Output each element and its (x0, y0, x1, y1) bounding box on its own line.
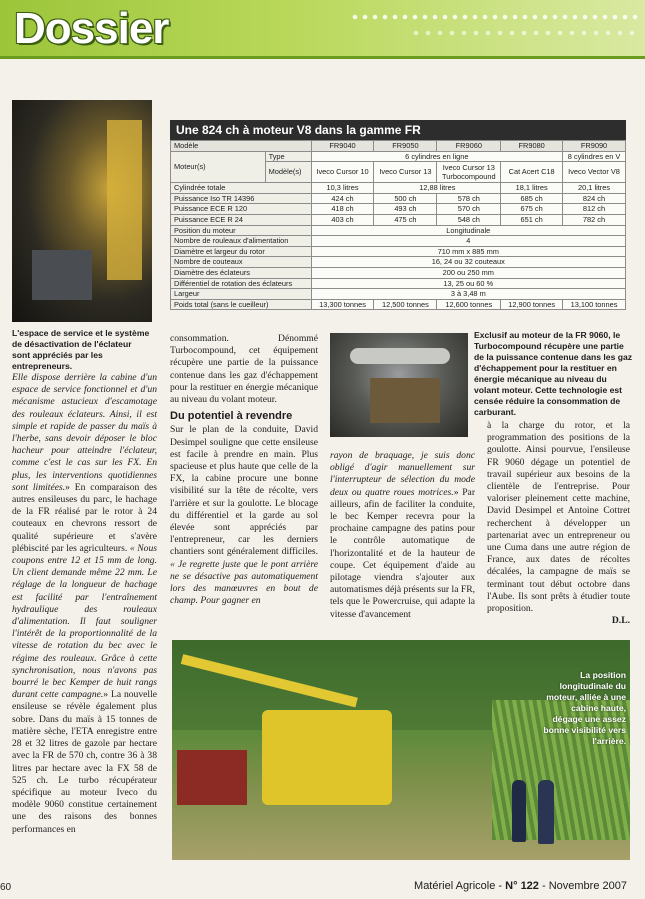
table-cell: 493 ch (374, 204, 437, 215)
table-cell: 570 ch (437, 204, 501, 215)
table-label: Nombre de rouleaux d'alimentation (171, 236, 312, 247)
issue-prefix: N° (505, 880, 518, 892)
article-column-1 (12, 372, 157, 836)
table-cell: 13, 25 ou 60 % (311, 278, 625, 289)
table-label: Nombre de couteaux (171, 257, 312, 268)
paragraph: consommation. Dénommé Turbocompound, cet équipement récupère une partie de la puissance contenue dans les gaz d'échappement pour la restituer en énergie mécanique au niveau du volant moteur. (170, 333, 318, 406)
table-cell: 812 ch (563, 204, 626, 215)
table-label: Moteur(s) (171, 151, 266, 183)
table-label: Type (265, 151, 311, 162)
table-cell: 782 ch (563, 214, 626, 225)
photo-caption-engine: Exclusif au moteur de la FR 9060, le Turbocompound récupère une partie de la puissance contenue dans les gaz d'échappement pour la restituer en énergie mécanique au niveau du volant moteur. Cette technologie est censée réduire la consommation de carburant. (474, 330, 633, 417)
table-cell: 651 ch (501, 214, 563, 225)
table-cell: 13,300 tonnes (311, 299, 374, 310)
paragraph-italic: Elle dispose derrière la cabine d'un espace de service fonctionnel et d'un mécanisme astucieux d'escamotage des rouleaux éclateurs. Ainsi, il est simple et rapide de passer du maïs à l'herbe, sans devoir déposer le bloc hacheur pour atteindre l'éclateur, comme c'est le cas sur les FX. En plus, les interventions quotidiennes sont limitées. (12, 372, 157, 493)
table-cell: 500 ch (374, 193, 437, 204)
photo-caption-field: La position longitudinale du moteur, alliée à une cabine haute, dégage une assez bonne visibilité vers l'arrière. (543, 670, 626, 746)
table-row-shared (171, 225, 626, 236)
table-cell: 16, 24 ou 32 couteaux (311, 257, 625, 268)
article-column-3 (330, 450, 475, 621)
table-cell: 548 ch (437, 214, 501, 225)
decorative-dots (410, 28, 640, 38)
paragraph-italic: « Je regrette juste que le pont arrière ne se désactive pas automatiquement lors des manœuvres en bout de champ. Pour gagner en (170, 558, 318, 607)
table-cell: 20,1 litres (563, 183, 626, 194)
table-cell: 12,500 tonnes (374, 299, 437, 310)
table-label: Diamètre et largeur du rotor (171, 246, 312, 257)
separator: - (498, 880, 503, 892)
table-cell: 10,3 litres (311, 183, 374, 194)
model-cell: FR9040 (311, 141, 374, 152)
table-cell: Iveco Vector V8 (563, 162, 626, 183)
table-cell: 200 ou 250 mm (311, 267, 625, 278)
table-label: Puissance ECE R 24 (171, 214, 312, 225)
table-cell: Iveco Cursor 10 (311, 162, 374, 183)
magazine-name: Matériel Agricole (414, 880, 496, 892)
table-row-weight (171, 299, 626, 310)
table-cell: 403 ch (311, 214, 374, 225)
table-cell: 12,900 tonnes (501, 299, 563, 310)
paragraph: » Par ailleurs, afin de faciliter la conduite, le bec Kemper recevra pour la prochaine campagne des patins pour le contrôle automatique de l'horizontalité et de la hauteur de coupe. Cet équipement d'aide au pilotage viendra s'ajouter aux automatismes déjà présents sur la FR, tels que le Powercruise, qui adapte la vitesse d'avancement (330, 486, 476, 620)
table-label: Position du moteur (171, 225, 312, 236)
table-label: Puissance ECE R 120 (171, 204, 312, 215)
table-label: Modèle (171, 141, 312, 152)
issue-date: Novembre 2007 (548, 880, 627, 892)
table-cell: 710 mm x 885 mm (311, 246, 625, 257)
table-cell: 6 cylindres en ligne (311, 151, 562, 162)
photo-caption-service: L'espace de service et le système de désactivation de l'éclateur sont appréciés par les entrepreneurs. (12, 328, 150, 371)
paragraph: Sur le plan de la conduite, David Desimpel souligne que cette ensileuse est facile à prendre en main. Plus spacieuse et plus haute que celle de la FX, la cabine procure une bonne visibilité sur la tête de récolte, vers l'arrière et sur la goulotte. Le blocage du différentiel et la garde au sol élevée sont appréciés par l'entrepreneur, car les derniers chantiers sont généralement difficiles. (170, 424, 318, 558)
table-title: Une 824 ch à moteur V8 dans la gamme FR (170, 120, 626, 140)
table-cell: 12,88 litres (374, 183, 501, 194)
table-cell: 824 ch (563, 193, 626, 204)
table-row-shared (171, 236, 626, 247)
article-column-4 (487, 420, 630, 627)
table-row-displacement (171, 183, 626, 194)
spec-table (170, 120, 626, 310)
page-number: 60 (0, 882, 12, 893)
table-cell: 4 (311, 236, 625, 247)
table-label: Largeur (171, 289, 312, 300)
table-cell: 675 ch (501, 204, 563, 215)
table-cell: 424 ch (311, 193, 374, 204)
table-row-power-ece120 (171, 204, 626, 215)
table-row-shared (171, 289, 626, 300)
paragraph: » En comparaison des autres ensileuses du parc, le hachage de la FR réalisé par le rotor à 24 couteaux en chevrons ressort de qualité supérieure et s'avère plébiscité par les agriculteurs. (12, 481, 157, 554)
section-heading: Du potentiel à revendre (170, 410, 293, 423)
table-cell: 13,100 tonnes (563, 299, 626, 310)
table-row-shared (171, 257, 626, 268)
table-cell: 12,600 tonnes (437, 299, 501, 310)
paragraph-italic: « Nous coupons entre 12 et 15 mm de long. Un client demande même 22 mm. Le réglage de la longueur de hachage est facilité par l'entraînement hydraulique des rouleaux d'alimentation. Il faut souligner l'intérêt de la proportionnalité de la vitesse de rotation du bec avec le régime des rouleaux. Grâce à cette synchronisation, nous n'avons pas bourré le bec Kemper de huit rangs durant cette campagne. (12, 542, 157, 701)
table-row-models (171, 141, 626, 152)
table-label: Puissance Iso TR 14396 (171, 193, 312, 204)
turbocompound-engine-photo (330, 333, 468, 437)
table-label: Poids total (sans le cueilleur) (171, 299, 312, 310)
table-cell: 8 cylindres en V (563, 151, 626, 162)
table-cell: Longitudinale (311, 225, 625, 236)
table-label: Différentiel de rotation des éclateurs (171, 278, 312, 289)
author-signature: D.L. (611, 615, 630, 627)
model-cell: FR9080 (501, 141, 563, 152)
table-cell: 3 à 3,48 m (311, 289, 625, 300)
table-label: Diamètre des éclateurs (171, 267, 312, 278)
separator: - (541, 880, 546, 892)
table-cell: 475 ch (374, 214, 437, 225)
table-label: Modèle(s) (265, 162, 311, 183)
decorative-dots (350, 12, 640, 22)
section-title: Dossier (14, 4, 169, 53)
article-column-2 (170, 333, 318, 607)
table-row-power-iso (171, 193, 626, 204)
paragraph-italic: rayon de braquage, je suis donc obligé d'agir manuellement sur l'interrupteur de sélection du mode deux ou quatre roues motrices. (330, 450, 475, 498)
paragraph: à la charge du rotor, et la programmation des positions de la goulotte. Ainsi pourvue, l'ensileuse FR 9060 dégage un potentiel de travail supérieur aux besoins de la clientèle de l'entreprise. Pour valoriser pleinement cette machine, David Desimpel et Antoine Cottret recherchent à développer un partenariat avec un entrepreneur ou une Cuma dans une autre région de France, aux dates de récoltes décalées, la campagne de maïs se terminant tout début octobre dans l'Aube. Ils sont prêts à étudier toute proposition. (487, 420, 630, 615)
table-cell: Cat Acert C18 (501, 162, 563, 183)
table-row-shared (171, 246, 626, 257)
table-cell: 685 ch (501, 193, 563, 204)
table-cell: Iveco Cursor 13 (374, 162, 437, 183)
model-cell: FR9090 (563, 141, 626, 152)
table-row-shared (171, 278, 626, 289)
model-cell: FR9060 (437, 141, 501, 152)
table-label: Cylindrée totale (171, 183, 312, 194)
table-row-engine-type (171, 151, 626, 162)
table-row-shared (171, 267, 626, 278)
service-area-photo (12, 100, 152, 322)
page-footer (0, 878, 645, 899)
section-banner (0, 0, 645, 58)
table-cell: Iveco Cursor 13 Turbocompound (437, 162, 501, 183)
table-cell: 578 ch (437, 193, 501, 204)
table-cell: 418 ch (311, 204, 374, 215)
paragraph: » La nouvelle ensileuse se révèle également plus sobre. Dans du maïs à 15 tonnes de matière sèche, l'ETA enregistre entre 28 et 32 litres de gazole par hectare avec la FR de 570 ch, contre 36 à 38 litres par hectare avec la FX 58 de 525 ch. Le turbo récupérateur spécifique au moteur Iveco du modèle 9060 constitue certainement une des raisons des bonnes performances en (12, 689, 157, 835)
magazine-credit (414, 880, 627, 892)
model-cell: FR9050 (374, 141, 437, 152)
banner-rule (0, 56, 645, 59)
table-row-power-ece24 (171, 214, 626, 225)
table-cell: 18,1 litres (501, 183, 563, 194)
issue-number: 122 (520, 880, 539, 892)
